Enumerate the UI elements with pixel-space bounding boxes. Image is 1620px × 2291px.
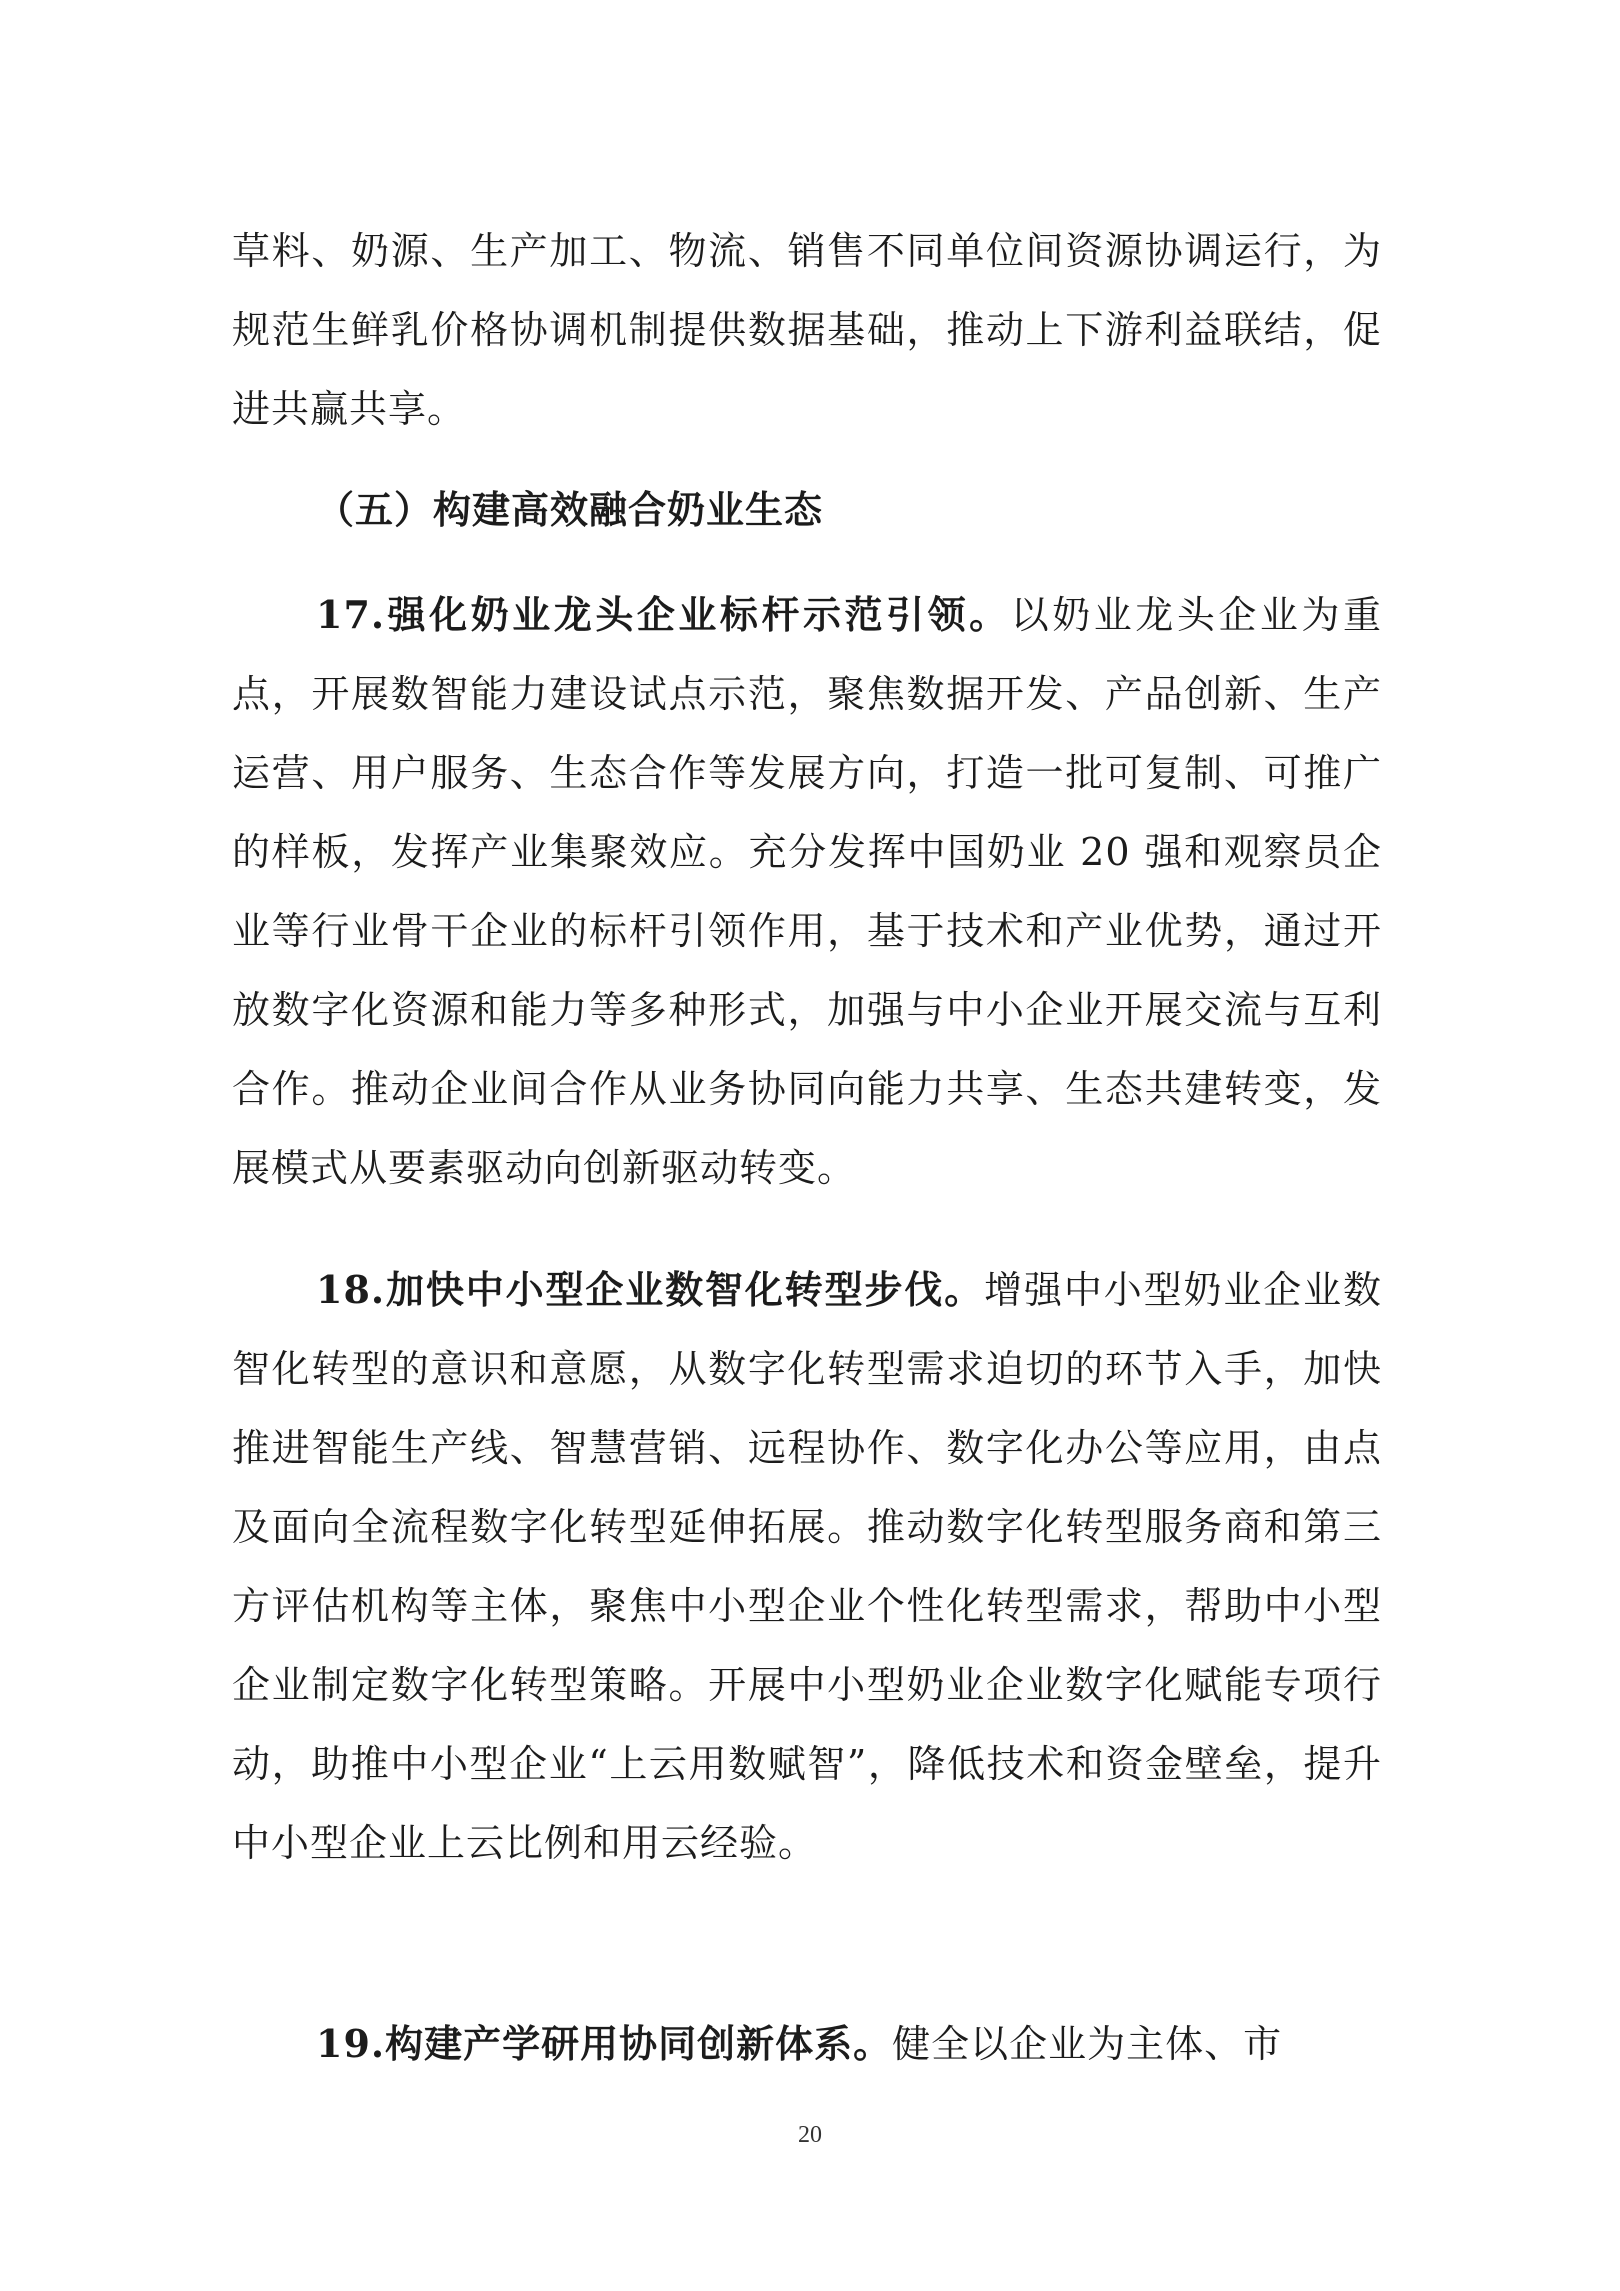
continuation-paragraph-text: 草料、奶源、生产加工、物流、销售不同单位间资源协调运行，为规范生鲜乳价格协调机制提供数据基础，推动上下游利益联结，促进共赢共享。 [232, 229, 1382, 431]
item-19-title: 19.构建产学研用协同创新体系。 [316, 2021, 893, 2066]
item-19-paragraph [232, 2004, 1382, 2084]
item-17-paragraph [232, 575, 1382, 1208]
item-18-body: 增强中小型奶业企业数智化转型的意识和意愿，从数字化转型需求迫切的环节入手，加快推进智能生产线、智慧营销、远程协作、数字化办公等应用，由点及面向全流程数字化转型延伸拓展。推动数字化转型服务商和第三方评估机构等主体，聚焦中小型企业个性化转型需求，帮助中小型企业制定数字化转型策略。开展中小型奶业企业数字化赋能专项行动，助推中小型企业“上云用数赋智”，降低技术和资金壁垒，提升中小型企业上云比例和用云经验。 [232, 1268, 1382, 1865]
item-17-body: 以奶业龙头企业为重点，开展数智能力建设试点示范，聚焦数据开发、产品创新、生产运营、用户服务、生态合作等发展方向，打造一批可复制、可推广的样板，发挥产业集聚效应。充分发挥中国奶业 20 强和观察员企业等行业骨干企业的标杆引领作用，基于技术和产业优势，通过开放数字化资源和能力等多种形式，加强与中小企业开展交流与互利合作。推动企业间合作从业务协同向能力共享、生态共建转变，发展模式从要素驱动向创新驱动转变。 [232, 593, 1382, 1190]
item-17-title: 17.强化奶业龙头企业标杆示范引领。 [316, 592, 1011, 637]
section-heading: （五）构建高效融合奶业生态 [316, 487, 824, 532]
item-19-body: 健全以企业为主体、市 [892, 2022, 1283, 2066]
item-18-title: 18.加快中小型企业数智化转型步伐。 [316, 1267, 985, 1312]
page-number: 20 [798, 2122, 822, 2148]
continuation-paragraph [232, 212, 1382, 449]
item-18-paragraph [232, 1250, 1382, 1883]
